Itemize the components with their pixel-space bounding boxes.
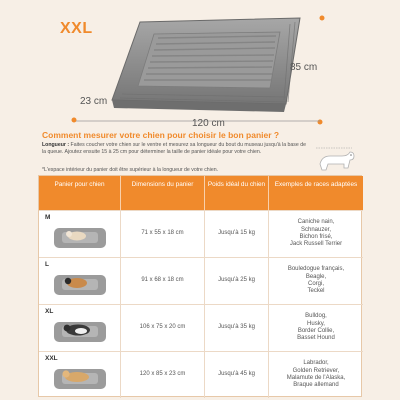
size-table — [38, 175, 362, 397]
dimensions-cell: 91 x 68 x 18 cm — [121, 258, 205, 304]
dog-bed-image — [51, 269, 109, 299]
breed: Golden Retriever, — [292, 367, 340, 374]
table-header — [39, 176, 363, 210]
length-dimension-label: 85 cm — [290, 62, 318, 73]
measure-label: Longueur : — [42, 142, 70, 148]
breed: Corgi, — [307, 281, 324, 287]
breeds-cell — [269, 211, 363, 257]
dimensions-cell: 71 x 55 x 18 cm — [121, 211, 205, 257]
header-bed: Panier pour chien — [39, 176, 121, 210]
breed: Schnauzer, — [300, 226, 332, 233]
weight-cell: Jusqu'à 15 kg — [205, 211, 269, 257]
weight-cell: Jusqu'à 35 kg — [205, 305, 269, 351]
table-row — [39, 304, 363, 351]
dog-bed-image — [51, 316, 109, 346]
dimensions-cell: 120 x 85 x 23 cm — [121, 352, 205, 398]
table-row — [39, 210, 363, 257]
header-dimensions: Dimensions du panier — [121, 176, 205, 210]
breed: Braque allemand — [293, 382, 339, 389]
measure-text — [42, 142, 310, 155]
breed: Bichon frisé, — [299, 234, 333, 240]
measure-title: Comment mesurer votre chien pour choisir le bon panier ? — [42, 130, 280, 140]
dog-bed-image — [100, 8, 310, 118]
size-cell — [39, 352, 121, 398]
dog-measure-icon — [312, 140, 358, 176]
breed: Husky, — [307, 320, 325, 327]
header-weight: Poids idéal du chien — [205, 176, 269, 210]
breed: Jack Russell Terrier — [289, 241, 343, 248]
breeds-cell — [269, 352, 363, 398]
breeds-cell — [269, 258, 363, 304]
breed: Teckel — [307, 288, 325, 295]
breed: Beagle, — [305, 273, 327, 280]
size-cell — [39, 258, 121, 304]
breed: Malamute de l'Alaska, — [286, 375, 346, 381]
dog-bed-image — [51, 363, 109, 393]
weight-cell: Jusqu'à 25 kg — [205, 258, 269, 304]
breed: Labrador, — [303, 360, 329, 367]
breed: Caniche nain, — [297, 219, 335, 226]
dimension-arrow-icon — [318, 14, 326, 22]
size-cell — [39, 211, 121, 257]
weight-cell: Jusqu'à 45 kg — [205, 352, 269, 398]
dog-bed-image — [51, 222, 109, 252]
breed: Bouledogue français, — [287, 266, 345, 273]
table-row — [39, 351, 363, 398]
breed: Border Collie, — [297, 328, 335, 334]
size-title: XXL — [60, 20, 93, 37]
width-dimension-label: 120 cm — [192, 118, 225, 129]
size-letter: L — [45, 261, 49, 268]
height-dimension-label: 23 cm — [80, 96, 108, 107]
dimensions-cell: 106 x 75 x 20 cm — [121, 305, 205, 351]
header-breeds: Exemples de races adaptées — [274, 181, 358, 188]
measure-note: *L'espace intérieur du panier doit être supérieur à la longueur de votre chien. — [42, 167, 219, 173]
breeds-cell — [269, 305, 363, 351]
size-letter: XL — [45, 308, 54, 315]
table-row — [39, 257, 363, 304]
size-cell — [39, 305, 121, 351]
breed: Bulldog, — [305, 313, 327, 320]
size-letter: XXL — [45, 355, 58, 362]
size-letter: M — [45, 214, 51, 221]
measure-description: Faites coucher votre chien sur le ventre et mesurez sa longueur du bout du museau jusqu'à la base de la queue. Ajoutez ensuite 15 à 25 cm pour déterminer la taille de panier idéale pour votre chien. — [42, 142, 306, 155]
breed: Basset Hound — [297, 335, 335, 342]
